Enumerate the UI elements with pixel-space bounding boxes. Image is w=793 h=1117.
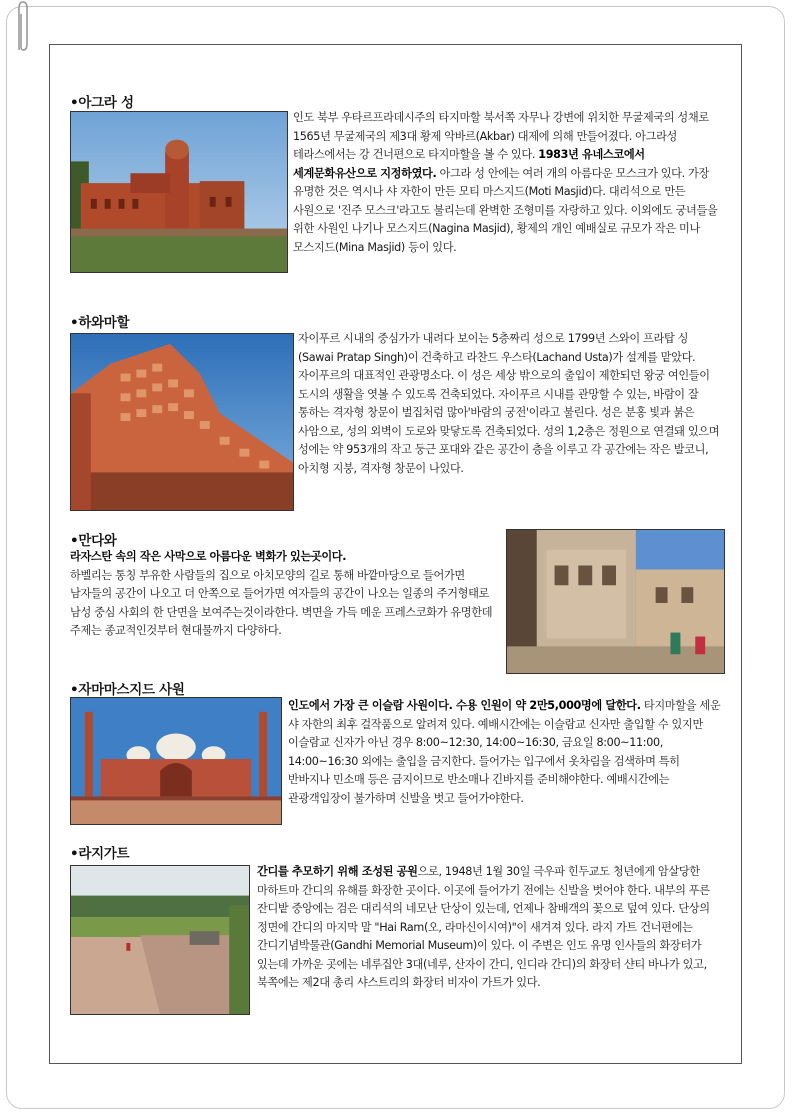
mandawa-text <box>70 548 502 641</box>
raj-ghat-photo <box>70 865 250 1015</box>
jama-masjid-body: 타지마할을 세운 샤 자한의 최후 걸작품으로 알려져 있다. 예배시간에는 이슬람교 신자만 출입할 수 있지만 이슬람교 신자가 아닌 경우 8:00~12:30, 14:00~16:30, 금요일 8:00~11:00, 14:00~16:30 외에는 출입을 금지한다. 들어가는 입구에서 옷차림을 검색하며 특히 반바지나 민소매 등은 금지이므로 반소매나 긴바지를 준비해야한다. 예배시간에는 관광객입장이 불가하며 신발을 벗고 들어가야한다. <box>288 699 721 805</box>
section-heading-hawa-mahal: •하와마할 <box>70 315 130 331</box>
raj-ghat-text <box>257 863 723 993</box>
raj-ghat-body: 으로, 1948년 1월 30일 극우파 힌두교도 청년에게 암살당한 마하트마 간디의 유해를 화장한 곳이다. 이곳에 들어가기 전에는 신발을 벗어야 한다. 내부의 푸른 잔디밭 중앙에는 검은 대리석의 네모난 단상이 있는데, 언제나 참배객의 꽃으로 덮여 있다. 단상의 정면에 간디의 마지막 말 "Hai Ram(오, 라마신이시여)"이 새겨져 있다. 라지 가트 건너편에는 간디기념박물관(Gandhi Memorial Museum)이 있다. 이 주변은 인도 유명 인사들의 화장터가 있는데 가까운 곳에는 네루집안 3대(네루, 산자이 간디, 인디라 간디)의 화장터 샨티 바나가 있고, 북쪽에는 제2대 총리 샤스트리의 화장터 비자이 가트가 있다. <box>257 865 710 989</box>
agra-fort-text-part2: 아그라 성 안에는 여러 개의 아름다운 모스크가 있다. 가장 유명한 것은 역시나 샤 자한이 만든 모티 마스지드(Moti Masjid)다. 대리석으로 만든 사원으로 '진주 모스크'라고도 불리는데 완벽한 조형미를 자랑하고 있다. 이외에도 궁녀들을 위한 사원인 나기나 모스지드(Nagina Masjid), 황제의 개인 예배실로 규모가 작은 미나 모스지드(Mina Masjid) 등이 있다. <box>293 166 718 254</box>
agra-fort-unesco-bold: 1983년 유네스코에서 세계문화유산으로 지정하였다. <box>293 148 645 180</box>
jama-masjid-bold-lead: 인도에서 가장 큰 이슬람 사원이다. 수용 인원이 약 2만5,000명에 달한다. <box>288 699 641 712</box>
jama-masjid-text <box>288 697 723 808</box>
agra-fort-text-part1: 인도 북부 우타르프라데시주의 타지마할 북서쪽 자무나 강변에 위치한 무굴제국의 성채로 1565년 무굴제국의 제3대 황제 악바르(Akbar) 대제에 의해 만들어졌다. 아그라성 테라스에서는 강 건너편으로 타지마할을 볼 수 있다. <box>293 111 709 161</box>
agra-fort-text <box>293 109 723 257</box>
paperclip-icon <box>14 0 30 56</box>
section-heading-mandawa: •만다와 <box>70 533 117 549</box>
hawa-mahal-photo <box>70 333 294 511</box>
agra-fort-photo <box>70 111 288 273</box>
mandawa-bold-lead: 라자스탄 속의 작은 사막으로 아름다운 벽화가 있는곳이다. <box>70 550 347 563</box>
raj-ghat-bold-lead: 간디를 추모하기 위해 조성된 공원 <box>257 865 418 878</box>
section-heading-agra-fort: •아그라 성 <box>70 95 134 111</box>
hawa-mahal-text: 자이푸르 시내의 중심가가 내려다 보이는 5층짜리 성으로 1799년 스와이 프라탑 싱(Sawai Pratap Singh)이 건축하고 라찬드 우스타(Lachand Usta)가 설계를 맡았다. 자이푸르의 대표적인 관광명소다. 이 성은 세상 밖으로의 출입이 제한되던 왕궁 여인들이 도시의 생활을 엿볼 수 있도록 건축되었다. 자이푸르 시내를 관망할 수 있는, 바람이 잘 통하는 격자형 창문이 벌집처럼 많아'바람의 궁전'이라고 불린다. 성은 분홍 빛과 붉은 사암으로, 성의 외벽이 도로와 맞닿도록 건축되었다. 성의 1,2층은 정원으로 연결돼 있으며 성에는 약 953개의 작고 둥근 포대와 같은 공간이 층을 이루고 각 공간에는 작은 발코니, 아치형 지붕, 격자형 창문이 나있다. <box>298 332 720 475</box>
jama-masjid-photo <box>70 697 282 825</box>
section-heading-raj-ghat: •라지가트 <box>70 846 130 862</box>
document-page <box>49 44 742 1064</box>
mandawa-body: 하벨리는 통칭 부유한 사람들의 집으로 아치모양의 길로 통해 바깥마당으로 들어가면 남자들의 공간이 나오고 더 안쪽으로 들어가면 여자들의 공간이 나오는 일종의 주거형태로 남성 중심 사회의 한 단면을 보여주는것이라한다. 벽면을 가득 메운 프레스코화가 유명한데 주제는 종교적인것부터 현대물까지 다양하다. <box>70 568 493 637</box>
section-heading-jama-masjid: •자마마스지드 사원 <box>70 682 185 698</box>
mandawa-photo <box>506 529 725 674</box>
